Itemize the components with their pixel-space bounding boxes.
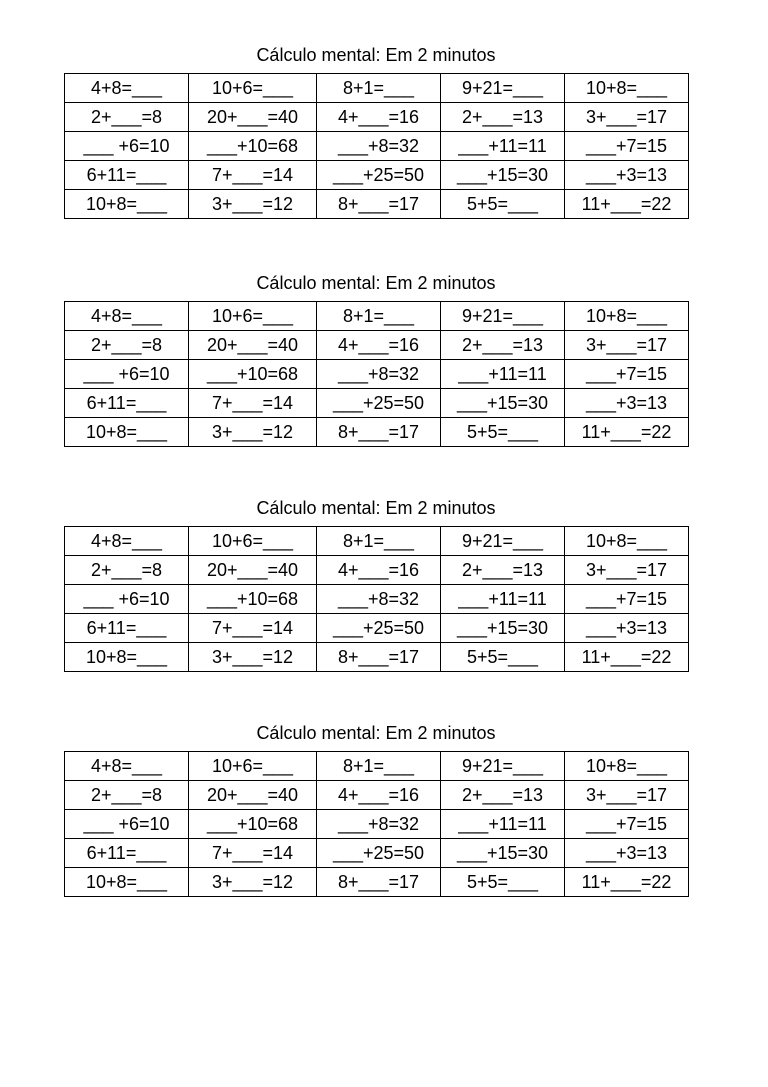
table-row — [65, 132, 689, 161]
exercise-cell: ___+8=32 — [317, 810, 441, 839]
exercise-cell: ___+7=15 — [565, 810, 689, 839]
exercise-cell: 20+___=40 — [189, 781, 317, 810]
exercise-table — [64, 751, 689, 897]
exercise-cell: 3+___=12 — [189, 868, 317, 897]
exercise-cell: 6+11=___ — [65, 839, 189, 868]
exercise-cell: 5+5=___ — [441, 868, 565, 897]
exercise-cell: ___+11=11 — [441, 810, 565, 839]
table-row — [65, 781, 689, 810]
exercise-cell: ___+3=13 — [565, 389, 689, 418]
exercise-cell: 10+8=___ — [565, 752, 689, 781]
exercise-cell: 2+___=8 — [65, 331, 189, 360]
exercise-cell: ___ +6=10 — [65, 810, 189, 839]
exercise-cell: 4+___=16 — [317, 331, 441, 360]
exercise-cell: 20+___=40 — [189, 103, 317, 132]
exercise-cell: 6+11=___ — [65, 161, 189, 190]
exercise-cell: ___+10=68 — [189, 585, 317, 614]
exercise-cell: 4+8=___ — [65, 302, 189, 331]
exercise-cell: ___+25=50 — [317, 614, 441, 643]
table-row — [65, 161, 689, 190]
exercise-cell: ___+15=30 — [441, 389, 565, 418]
table-row — [65, 868, 689, 897]
table-row — [65, 418, 689, 447]
exercise-cell: 8+1=___ — [317, 527, 441, 556]
exercise-cell: ___+15=30 — [441, 614, 565, 643]
exercise-cell: 3+___=12 — [189, 190, 317, 219]
exercise-cell: 2+___=8 — [65, 103, 189, 132]
exercise-cell: 3+___=12 — [189, 643, 317, 672]
exercise-cell: ___+8=32 — [317, 360, 441, 389]
exercise-cell: ___+3=13 — [565, 839, 689, 868]
exercise-cell: ___ +6=10 — [65, 132, 189, 161]
exercise-cell: ___+25=50 — [317, 389, 441, 418]
exercise-cell: 2+___=13 — [441, 781, 565, 810]
table-row — [65, 103, 689, 132]
exercise-cell: 4+8=___ — [65, 74, 189, 103]
exercise-cell: 10+6=___ — [189, 752, 317, 781]
exercise-cell: ___+8=32 — [317, 585, 441, 614]
exercise-cell: 11+___=22 — [565, 868, 689, 897]
exercise-cell: ___+7=15 — [565, 360, 689, 389]
exercise-cell: ___ +6=10 — [65, 585, 189, 614]
exercise-cell: 4+___=16 — [317, 781, 441, 810]
exercise-cell: 20+___=40 — [189, 331, 317, 360]
exercise-cell: ___+7=15 — [565, 585, 689, 614]
exercise-table — [64, 526, 689, 672]
exercise-cell: 10+8=___ — [565, 302, 689, 331]
exercise-cell: 4+8=___ — [65, 527, 189, 556]
table-row — [65, 527, 689, 556]
worksheet-block — [64, 493, 688, 672]
exercise-cell: 3+___=17 — [565, 331, 689, 360]
exercise-cell: 11+___=22 — [565, 643, 689, 672]
table-row — [65, 585, 689, 614]
exercise-cell: 10+6=___ — [189, 74, 317, 103]
table-row — [65, 190, 689, 219]
worksheet-block — [64, 40, 688, 219]
exercise-cell: ___+10=68 — [189, 810, 317, 839]
exercise-cell: 2+___=13 — [441, 556, 565, 585]
exercise-cell: 8+___=17 — [317, 418, 441, 447]
exercise-cell: 4+___=16 — [317, 556, 441, 585]
exercise-cell: 5+5=___ — [441, 190, 565, 219]
exercise-cell: 10+8=___ — [65, 190, 189, 219]
exercise-cell: 6+11=___ — [65, 389, 189, 418]
worksheet-title: Cálculo mental: Em 2 minutos — [256, 498, 496, 518]
exercise-cell: ___+7=15 — [565, 132, 689, 161]
exercise-cell: 10+6=___ — [189, 302, 317, 331]
exercise-cell: 3+___=17 — [565, 103, 689, 132]
exercise-cell: 8+1=___ — [317, 74, 441, 103]
exercise-cell: 2+___=13 — [441, 331, 565, 360]
exercise-cell: 5+5=___ — [441, 418, 565, 447]
exercise-cell: ___+15=30 — [441, 161, 565, 190]
exercise-cell: 4+8=___ — [65, 752, 189, 781]
exercise-cell: ___+11=11 — [441, 360, 565, 389]
exercise-cell: 11+___=22 — [565, 190, 689, 219]
exercise-cell: 11+___=22 — [565, 418, 689, 447]
exercise-cell: 7+___=14 — [189, 839, 317, 868]
table-row — [65, 74, 689, 103]
worksheet-title: Cálculo mental: Em 2 minutos — [256, 273, 496, 293]
exercise-cell: 4+___=16 — [317, 103, 441, 132]
exercise-cell: 8+___=17 — [317, 643, 441, 672]
exercise-cell: ___+25=50 — [317, 161, 441, 190]
exercise-cell: 9+21=___ — [441, 527, 565, 556]
worksheet-title: Cálculo mental: Em 2 minutos — [256, 45, 496, 65]
exercise-cell: ___+3=13 — [565, 614, 689, 643]
exercise-cell: 6+11=___ — [65, 614, 189, 643]
exercise-cell: ___+11=11 — [441, 132, 565, 161]
exercise-cell: 20+___=40 — [189, 556, 317, 585]
table-row — [65, 360, 689, 389]
table-row — [65, 556, 689, 585]
exercise-table — [64, 301, 689, 447]
table-row — [65, 810, 689, 839]
exercise-cell: 9+21=___ — [441, 752, 565, 781]
exercise-cell: 7+___=14 — [189, 614, 317, 643]
table-row — [65, 302, 689, 331]
exercise-cell: 3+___=12 — [189, 418, 317, 447]
exercise-cell: ___+8=32 — [317, 132, 441, 161]
exercise-cell: ___+25=50 — [317, 839, 441, 868]
exercise-cell: 8+1=___ — [317, 752, 441, 781]
exercise-cell: ___+11=11 — [441, 585, 565, 614]
exercise-table — [64, 73, 689, 219]
exercise-cell: 2+___=8 — [65, 556, 189, 585]
exercise-cell: 8+1=___ — [317, 302, 441, 331]
exercise-cell: 10+8=___ — [65, 418, 189, 447]
table-row — [65, 389, 689, 418]
table-row — [65, 839, 689, 868]
table-row — [65, 331, 689, 360]
exercise-cell: 10+8=___ — [65, 643, 189, 672]
table-row — [65, 643, 689, 672]
exercise-cell: 10+8=___ — [65, 868, 189, 897]
exercise-cell: 10+6=___ — [189, 527, 317, 556]
worksheet-title: Cálculo mental: Em 2 minutos — [256, 723, 496, 743]
exercise-cell: 3+___=17 — [565, 781, 689, 810]
worksheet-block — [64, 718, 688, 897]
exercise-cell: 10+8=___ — [565, 74, 689, 103]
exercise-cell: 7+___=14 — [189, 161, 317, 190]
exercise-cell: ___ +6=10 — [65, 360, 189, 389]
exercise-cell: 8+___=17 — [317, 190, 441, 219]
table-row — [65, 752, 689, 781]
exercise-cell: ___+10=68 — [189, 132, 317, 161]
exercise-cell: ___+3=13 — [565, 161, 689, 190]
exercise-cell: 8+___=17 — [317, 868, 441, 897]
worksheet-block — [64, 268, 688, 447]
exercise-cell: ___+15=30 — [441, 839, 565, 868]
exercise-cell: 7+___=14 — [189, 389, 317, 418]
exercise-cell: 10+8=___ — [565, 527, 689, 556]
exercise-cell: 9+21=___ — [441, 302, 565, 331]
exercise-cell: 3+___=17 — [565, 556, 689, 585]
exercise-cell: ___+10=68 — [189, 360, 317, 389]
exercise-cell: 5+5=___ — [441, 643, 565, 672]
table-row — [65, 614, 689, 643]
exercise-cell: 2+___=8 — [65, 781, 189, 810]
exercise-cell: 2+___=13 — [441, 103, 565, 132]
exercise-cell: 9+21=___ — [441, 74, 565, 103]
